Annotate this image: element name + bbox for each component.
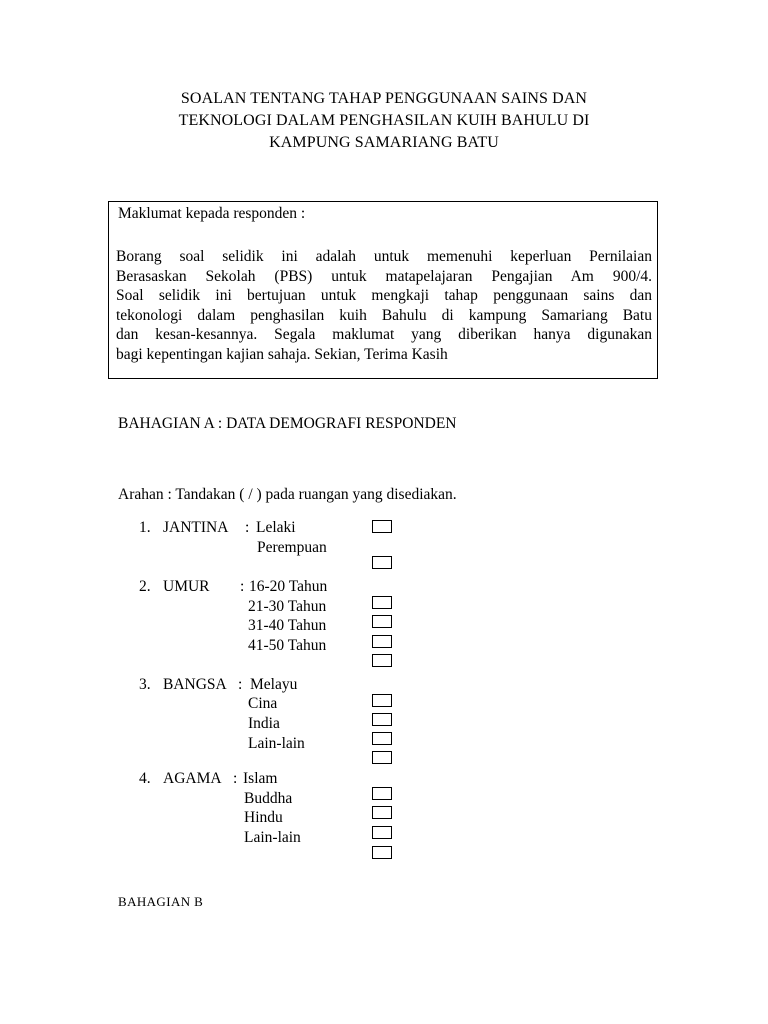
- section-b-heading: BAHAGIAN B: [118, 894, 204, 909]
- q3-option: Lain-lain: [248, 735, 305, 752]
- info-line: Borang soal selidik ini adalah untuk memenuhi keperluan Pernilaian: [116, 248, 652, 265]
- q4-checkbox[interactable]: [372, 787, 392, 800]
- q1-option: Lelaki: [256, 519, 296, 536]
- info-line: tekonologi dalam penghasilan kuih Bahulu di kampung Samariang Batu: [116, 306, 652, 324]
- q1-separator: :: [245, 519, 250, 536]
- q2-option: 21-30 Tahun: [248, 598, 327, 615]
- q2-number: 2.: [139, 578, 151, 595]
- q2-checkbox[interactable]: [372, 596, 392, 609]
- title-line-3: KAMPUNG SAMARIANG BATU: [269, 134, 499, 151]
- q3-option: Cina: [248, 695, 278, 712]
- info-line: Soal selidik ini bertujuan untuk mengkaji tahap penggunaan sains dan: [116, 287, 652, 304]
- q1-checkbox[interactable]: [372, 556, 392, 569]
- q2-checkbox[interactable]: [372, 635, 392, 648]
- q3-checkbox[interactable]: [372, 694, 392, 707]
- q4-number: 4.: [139, 770, 151, 787]
- q4-option: Hindu: [244, 809, 283, 826]
- q1-number: 1.: [139, 519, 151, 536]
- q2-checkbox[interactable]: [372, 654, 392, 667]
- q4-option: Buddha: [244, 790, 293, 807]
- q3-option: Melayu: [250, 676, 298, 693]
- page-title: [120, 88, 648, 154]
- q3-label: BANGSA: [163, 676, 227, 693]
- q3-checkbox[interactable]: [372, 732, 392, 745]
- q1-option: Perempuan: [257, 539, 327, 556]
- q4-option: Lain-lain: [244, 829, 301, 846]
- info-line: dan kesan-kesannya. Segala maklumat yang diberikan hanya digunakan: [116, 326, 652, 343]
- q2-option: 16-20 Tahun: [249, 578, 328, 595]
- q2-separator: :: [240, 578, 245, 595]
- q2-option: 41-50 Tahun: [248, 637, 327, 654]
- q1-label: JANTINA: [163, 519, 229, 536]
- q3-checkbox[interactable]: [372, 751, 392, 764]
- q3-checkbox[interactable]: [372, 713, 392, 726]
- q4-checkbox[interactable]: [372, 846, 392, 859]
- q4-label: AGAMA: [163, 770, 222, 787]
- info-heading: Maklumat kepada responden :: [118, 205, 306, 222]
- info-line: Berasaskan Sekolah (PBS) untuk matapelajaran Pengajian Am 900/4.: [116, 267, 652, 285]
- q2-option: 31-40 Tahun: [248, 617, 327, 634]
- title-line-1: SOALAN TENTANG TAHAP PENGGUNAAN SAINS DAN: [180, 90, 588, 107]
- q1-checkbox[interactable]: [372, 520, 392, 533]
- q4-checkbox[interactable]: [372, 826, 392, 839]
- q3-number: 3.: [139, 676, 151, 693]
- q4-separator: :: [233, 770, 238, 787]
- q2-label: UMUR: [163, 578, 210, 595]
- q4-option: Islam: [243, 770, 278, 787]
- q2-checkbox[interactable]: [372, 615, 392, 628]
- q3-separator: :: [238, 676, 243, 693]
- section-a-heading: BAHAGIAN A : DATA DEMOGRAFI RESPONDEN: [118, 415, 457, 432]
- q4-checkbox[interactable]: [372, 806, 392, 819]
- q3-option: India: [248, 715, 280, 732]
- instruction-text: Arahan : Tandakan ( / ) pada ruangan yang disediakan.: [118, 486, 457, 503]
- title-line-2: TEKNOLOGI DALAM PENGHASILAN KUIH BAHULU DI: [178, 112, 590, 129]
- info-paragraph: [116, 247, 652, 364]
- info-line: bagi kepentingan kajian sahaja. Sekian, Terima Kasih: [116, 345, 448, 363]
